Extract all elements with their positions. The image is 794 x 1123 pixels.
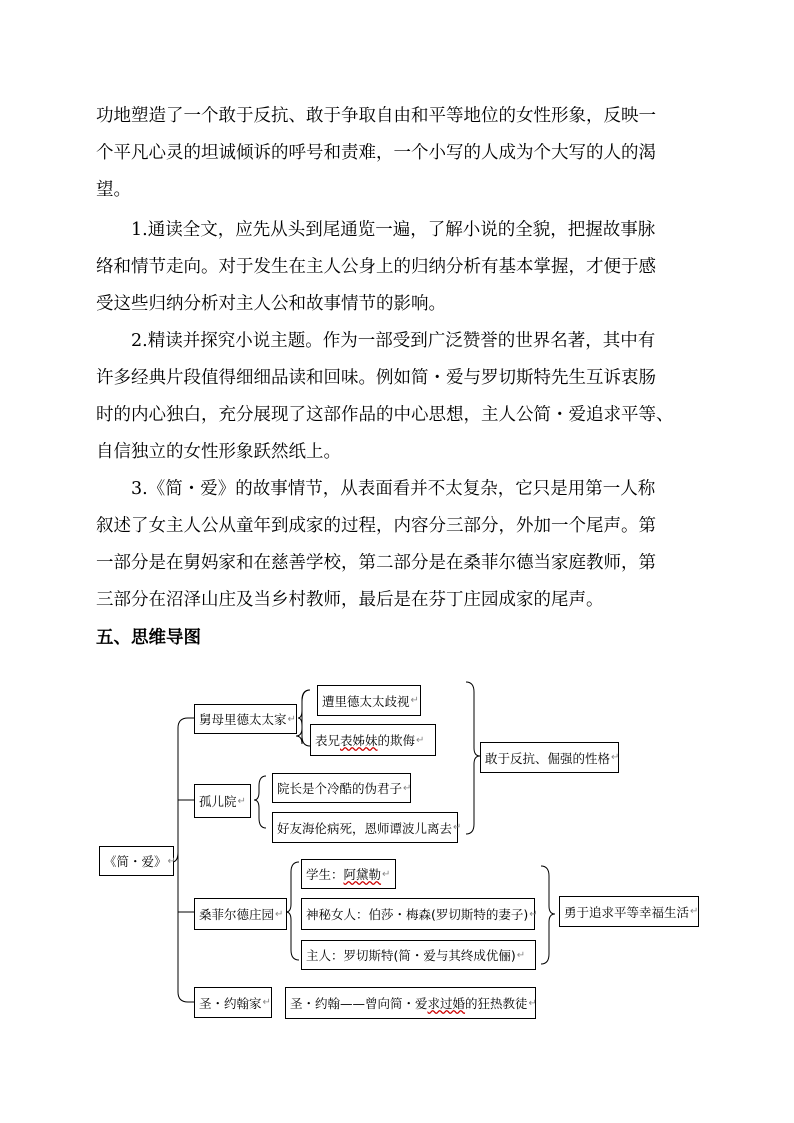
mindmap-root-label: 《简・爱》	[104, 854, 167, 869]
detail-thornfield-2	[301, 898, 538, 930]
return-mark-icon: ↵	[453, 822, 462, 833]
return-mark-icon: ↵	[416, 734, 425, 746]
text-line: 望。	[96, 180, 131, 200]
branch-aunt	[194, 704, 297, 734]
branch-aunt-label: 舅母里德太太家	[199, 712, 287, 727]
detail-orphanage-1	[272, 773, 411, 803]
detail-thornfield-2-label: 神秘女人：伯莎・梅森(罗切斯特的妻子)	[306, 907, 529, 922]
detail-aunt-2-prefix: 表兄	[315, 733, 341, 748]
text-line: 三部分在沼泽山庄及当乡村教师，最后是在芬丁庄园成家的尾声。	[96, 590, 604, 610]
return-mark-icon: ↵	[287, 713, 296, 725]
branch-stjohn-label: 圣・约翰家	[199, 995, 262, 1011]
detail-aunt-1-label: 遭里德太太歧视	[322, 693, 410, 709]
summary-first	[480, 742, 619, 773]
text-line: 个平凡心灵的坦诚倾诉的呼号和责难，一个小写的人成为个大写的人的渴	[96, 143, 656, 163]
return-mark-icon: ↵	[382, 868, 391, 880]
text-line: 3.《简・爱》的故事情节，从表面看并不太复杂，它只是用第一人称	[96, 479, 656, 499]
text-line: 功地塑造了一个敢于反抗、敢于争取自由和平等地位的女性形象，反映一	[96, 106, 656, 126]
return-mark-icon: ↵	[237, 795, 246, 807]
text-line: 时的内心独白，充分展现了这部作品的中心思想，主人公简・爱追求平等、	[96, 405, 674, 425]
branch-orphanage-label: 孤儿院	[199, 794, 237, 809]
text-line: 1.通读全文，应先从头到尾通览一遍，了解小说的全貌，把握故事脉	[96, 220, 656, 240]
detail-orphanage-1-label: 院长是个冷酷的伪君子	[277, 781, 403, 796]
detail-aunt-2-underlined: 表姊妹	[340, 733, 378, 748]
return-mark-icon: ↵	[262, 997, 271, 1008]
summary-second-label: 勇于追求平等幸福生活	[564, 904, 690, 920]
text-line: 受这些归纳分析对主人公和故事情节的影响。	[96, 294, 446, 314]
detail-thornfield-1-prefix: 学生：	[306, 867, 344, 882]
return-mark-icon: ↵	[529, 908, 538, 920]
branch-thornfield-label: 桑菲尔德庄园	[199, 907, 275, 922]
detail-aunt-2-suffix: 的欺侮	[377, 733, 416, 748]
return-mark-icon: ↵	[528, 997, 537, 1009]
detail-thornfield-3-label: 主人：罗切斯特(简・爱与其终成优俪)	[306, 948, 516, 963]
return-mark-icon: ↵	[611, 752, 620, 763]
detail-stjohn-1-prefix: 圣・约翰——曾向简・爱	[290, 996, 428, 1011]
detail-stjohn-1	[285, 987, 536, 1019]
text-line: 络和情节走向。对于发生在主人公身上的归纳分析有基本掌握，才便于感	[96, 257, 656, 277]
text-line: 一部分是在舅妈家和在慈善学校，第二部分是在桑菲尔德当家庭教师，第	[96, 553, 656, 573]
detail-aunt-2	[310, 724, 436, 756]
section-heading: 五、思维导图	[96, 628, 201, 648]
mindmap-root	[99, 846, 174, 876]
return-mark-icon: ↵	[516, 949, 526, 961]
text-line: 叙述了女主人公从童年到成家的过程，内容分三部分，外加一个尾声。第	[96, 516, 656, 536]
return-mark-icon: ↵	[403, 782, 412, 794]
summary-second	[559, 896, 699, 927]
text-line: 自信独立的女性形象跃然纸上。	[96, 442, 341, 462]
text-line: 2.精读并探究小说主题。作为一部受到广泛赞誉的世界名著，其中有	[96, 331, 656, 351]
detail-stjohn-1-underlined: 求过婚	[427, 996, 466, 1011]
branch-orphanage	[194, 784, 251, 818]
text-line: 许多经典片段值得细细品读和回味。例如简・爱与罗切斯特先生互诉衷肠	[96, 368, 656, 388]
branch-stjohn	[194, 987, 272, 1018]
detail-stjohn-1-suffix: 的狂热教徒	[465, 996, 528, 1011]
detail-aunt-1	[317, 685, 421, 716]
return-mark-icon: ↵	[167, 855, 176, 867]
return-mark-icon: ↵	[410, 695, 419, 706]
return-mark-icon: ↵	[275, 908, 284, 920]
branch-thornfield	[194, 898, 287, 930]
detail-thornfield-3	[301, 940, 536, 970]
detail-thornfield-1-underlined: 阿黛勒	[343, 867, 382, 882]
detail-orphanage-2-label: 好友海伦病死，恩师谭波儿离去	[277, 820, 453, 836]
return-mark-icon: ↵	[690, 906, 699, 917]
detail-thornfield-1	[301, 859, 396, 889]
detail-orphanage-2	[272, 812, 462, 843]
summary-first-label: 敢于反抗、倔强的性格	[485, 750, 611, 766]
